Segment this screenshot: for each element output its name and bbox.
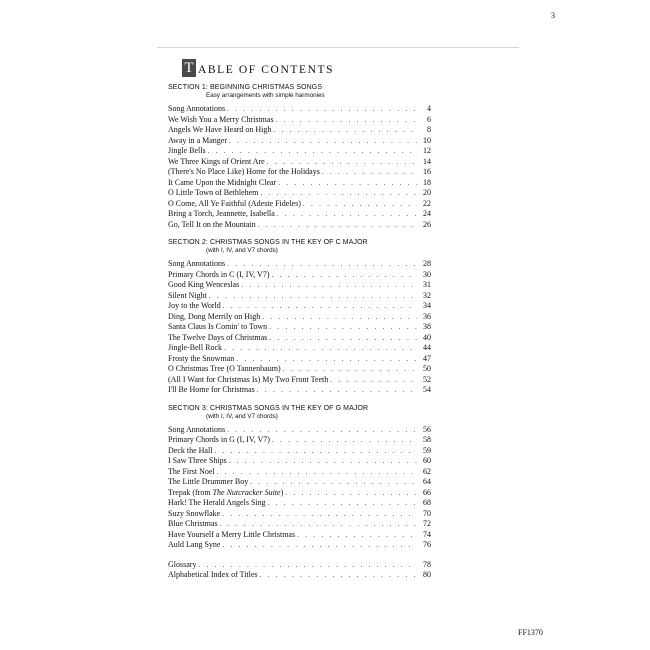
dot-leader [222,541,417,549]
entry-page-number: 12 [423,146,431,155]
dot-leader [322,168,417,176]
toc-entry [168,570,431,581]
section-3 [168,405,431,551]
dot-leader [258,221,417,229]
toc-entry [168,385,431,396]
page-number: 3 [551,11,555,20]
entry-page-number: 78 [423,559,431,569]
toc-entry [168,312,431,323]
dot-leader [269,334,417,342]
toc-entry [168,354,431,365]
entry-title: Jingle-Bell Rock [168,343,222,352]
entry-title: Song Annotations [168,104,226,113]
entry-title: We Wish You a Merry Christmas [168,114,274,124]
toc-entry [168,530,431,541]
entry-title: Alphabetical Index of Titles [168,570,258,579]
dot-leader [227,426,417,434]
entry-page-number: 24 [423,209,431,218]
dot-leader [257,386,417,394]
section-entries [168,259,431,396]
toc-entry [168,498,431,509]
entry-title: Ding, Dong Merrily on High [168,311,261,321]
entry-title: Joy to the World [168,301,221,310]
entry-title: The Twelve Days of Christmas [168,332,268,342]
dot-leader [223,302,417,310]
entry-page-number: 6 [427,114,431,124]
dot-leader [297,531,417,539]
entry-title: Bring a Torch, Jeannette, Isabella [168,209,275,218]
entry-page-number: 26 [423,219,431,229]
toc-entry [168,301,431,312]
toc-entry [168,259,431,270]
dot-leader [269,323,417,331]
entry-title: Santa Claus Is Comin' to Town [168,322,268,331]
entry-title: Blue Christmas [168,519,218,528]
footer-code: FF1370 [518,628,543,637]
entry-title: Glossary [168,559,197,569]
entry-page-number: 50 [423,364,431,373]
toc-entry [168,291,431,302]
entry-title: The First Noel [168,466,215,476]
dot-leader [276,116,417,124]
entry-page-number: 14 [423,156,431,166]
dot-leader [229,457,417,465]
entry-title: Angels We Have Heard on High [168,125,272,134]
dot-leader [227,260,417,268]
section-2 [168,239,431,396]
dot-leader [260,189,417,197]
entry-title: Away in a Manger [168,135,228,145]
dot-leader [198,561,417,569]
dot-leader [220,520,417,528]
entry-title: (There's No Place Like) Home for the Holidays [168,167,320,176]
entry-title: Jingle Bells [168,146,206,155]
section-1 [168,84,431,230]
entry-title: I Saw Three Ships [168,456,227,465]
entry-page-number: 38 [423,322,431,331]
entry-page-number: 34 [423,301,431,310]
entry-title: Frosty the Snowman [168,353,235,363]
entry-title: O Christmas Tree (O Tannenbaum) [168,364,281,373]
toc-entry [168,322,431,333]
entry-title: Silent Night [168,290,207,300]
entry-page-number: 31 [423,280,431,289]
entry-page-number: 18 [423,177,431,187]
toc-entry [168,209,431,220]
heading-text: ABLE OF CONTENTS [198,64,335,76]
entry-page-number: 68 [423,498,431,507]
back-matter [168,560,431,581]
dot-leader [278,179,417,187]
entry-title [168,488,283,497]
toc-entry [168,343,431,354]
entry-page-number: 70 [423,508,431,518]
toc-entry [168,178,431,189]
entry-title: Good King Wenceslas [168,280,240,289]
dot-leader [229,137,417,145]
section-entries [168,104,431,230]
entry-title: Deck the Hall [168,445,213,455]
section-title: SECTION 2: CHRISTMAS SONGS IN THE KEY OF C MAJOR [168,239,368,246]
dot-leader [273,126,417,134]
toc-entry [168,146,431,157]
entry-page-number: 28 [423,259,431,268]
toc-entry [168,136,431,147]
section-entries [168,425,431,551]
entry-page-number: 54 [423,385,431,394]
entry-title: Auld Lang Syne [168,540,221,549]
entry-title: O Come, All Ye Faithful (Adeste Fideles) [168,198,301,208]
dot-leader [227,105,417,113]
section-subtitle: Easy arrangements with simple harmonies [206,92,325,99]
dot-leader [267,158,417,166]
toc-entry [168,509,431,520]
entry-page-number: 32 [423,290,431,300]
entry-page-number: 60 [423,456,431,465]
dot-leader [271,271,417,279]
dot-leader [330,376,417,384]
entry-page-number: 4 [427,104,431,113]
entry-title: We Three Kings of Orient Are [168,156,265,166]
entry-page-number: 40 [423,332,431,342]
section-title: SECTION 1: BEGINNING CHRISTMAS SONGS [168,84,323,91]
toc-entry [168,375,431,386]
toc-entry [168,540,431,551]
entry-title: Suzy Snowflake [168,508,221,518]
toc-entry [168,425,431,436]
entry-title: (All I Want for Christmas Is) My Two Front Teeth [168,374,329,384]
entry-title: Primary Chords in C (I, IV, V7) [168,269,270,279]
toc-entry [168,199,431,210]
entry-title: O Little Town of Bethlehem [168,188,259,197]
toc-entry [168,519,431,530]
dot-leader [224,344,417,352]
dot-leader [277,210,417,218]
heading-drop-cap: T [182,59,196,77]
entry-title-suffix: ) [280,487,284,497]
dot-leader [260,571,417,579]
toc-entry [168,188,431,199]
entry-title: Song Annotations [168,424,226,434]
entry-title: Primary Chords in G (I, IV, V7) [168,435,270,444]
entry-page-number: 59 [423,445,431,455]
entry-page-number: 47 [423,353,431,363]
dot-leader [285,489,417,497]
entry-page-number: 30 [423,269,431,279]
toc-entry [168,167,431,178]
entry-page-number: 80 [423,570,431,579]
dot-leader [236,355,417,363]
top-rule [157,47,519,48]
toc-entry [168,467,431,478]
toc-entry [168,477,431,488]
toc-entry [168,104,431,115]
section-title: SECTION 3: CHRISTMAS SONGS IN THE KEY OF G MAJOR [168,404,369,412]
dot-leader [208,147,417,155]
toc-list [168,84,431,581]
toc-entry [168,115,431,126]
entry-page-number: 74 [423,529,431,539]
dot-leader [262,313,417,321]
entry-page-number: 22 [423,198,431,208]
entry-page-number: 64 [423,477,431,486]
toc-entry [168,364,431,375]
entry-page-number: 76 [423,540,431,549]
entry-page-number: 52 [423,374,431,384]
dot-leader [217,468,417,476]
dot-leader [268,499,417,507]
section-subtitle: (with I, IV, and V7 chords) [206,412,278,420]
dot-leader [250,478,417,486]
toc-entry [168,435,431,446]
entry-page-number: 10 [423,135,431,145]
dot-leader [222,510,417,518]
toc-entry [168,488,431,499]
entry-title: Song Annotations [168,259,226,268]
entry-title: Hark! The Herald Angels Sing [168,498,266,507]
toc-entry [168,270,431,281]
entry-title-prefix: Trepak (from [168,487,213,497]
entry-title: Go, Tell It on the Mountain [168,219,256,229]
entry-page-number: 20 [423,188,431,197]
entry-title: It Came Upon the Midnight Clear [168,177,277,187]
toc-entry [168,280,431,291]
entry-title: Have Yourself a Merry Little Christmas [168,529,296,539]
entry-page-number: 66 [423,487,431,497]
section-subtitle: (with I, IV, and V7 chords) [206,247,278,254]
toc-entry [168,220,431,231]
dot-leader [241,281,417,289]
toc-entry [168,560,431,571]
toc-entry [168,157,431,168]
toc-heading [182,59,334,77]
entry-page-number: 62 [423,466,431,476]
entry-page-number: 8 [427,125,431,134]
entry-page-number: 16 [423,167,431,176]
entry-page-number: 58 [423,435,431,444]
entry-page-number: 36 [423,311,431,321]
toc-entry [168,125,431,136]
entry-title-italic: The Nutcracker Suite [212,487,281,497]
dot-leader [214,447,417,455]
toc-entry [168,456,431,467]
entry-page-number: 56 [423,424,431,434]
dot-leader [272,436,417,444]
entry-title: I'll Be Home for Christmas [168,385,255,394]
entry-page-number: 44 [423,343,431,352]
entry-page-number: 72 [423,519,431,528]
toc-entry [168,446,431,457]
entry-title: The Little Drummer Boy [168,477,249,486]
dot-leader [303,200,417,208]
dot-leader [209,292,417,300]
toc-entry [168,333,431,344]
dot-leader [283,365,417,373]
